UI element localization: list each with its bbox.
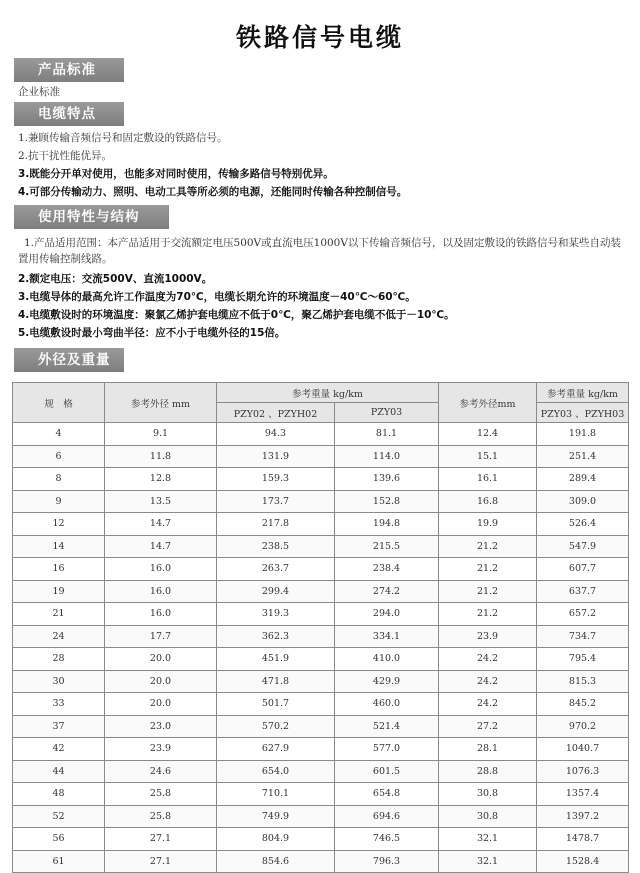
cell-spec: 8	[13, 468, 105, 491]
cell-spec: 33	[13, 693, 105, 716]
cell-weight-pzy03: 294.0	[335, 603, 439, 626]
cell-outer-diameter-2: 32.1	[439, 850, 537, 873]
cell-weight-pzy03: 429.9	[335, 670, 439, 693]
cell-outer-diameter: 27.1	[105, 850, 217, 873]
cell-outer-diameter: 20.0	[105, 648, 217, 671]
cell-spec: 14	[13, 535, 105, 558]
cell-spec: 48	[13, 783, 105, 806]
cell-weight-pzy03-pzyh03: 191.8	[537, 423, 629, 446]
cell-weight-pzy03: 114.0	[335, 445, 439, 468]
cell-weight-pzy02: 749.9	[217, 805, 335, 828]
table-row	[13, 603, 629, 626]
feature-item-1: 1.兼顾传输音频信号和固定敷设的铁路信号。	[18, 132, 228, 144]
feature-item-2: 2.抗干扰性能优异。	[18, 150, 113, 162]
cell-weight-pzy03: 577.0	[335, 738, 439, 761]
header-weight: 参考重量 kg/km	[217, 383, 439, 403]
cell-weight-pzy02: 627.9	[217, 738, 335, 761]
header-weight-2: 参考重量 kg/km	[537, 383, 629, 403]
cell-spec: 56	[13, 828, 105, 851]
cell-weight-pzy03-pzyh03: 1397.2	[537, 805, 629, 828]
cell-weight-pzy03-pzyh03: 657.2	[537, 603, 629, 626]
table-row	[13, 738, 629, 761]
cell-weight-pzy03-pzyh03: 815.3	[537, 670, 629, 693]
cell-weight-pzy02: 263.7	[217, 558, 335, 581]
cell-outer-diameter-2: 21.2	[439, 603, 537, 626]
cell-outer-diameter-2: 15.1	[439, 445, 537, 468]
cell-weight-pzy03: 334.1	[335, 625, 439, 648]
cell-outer-diameter-2: 19.9	[439, 513, 537, 536]
table-row	[13, 783, 629, 806]
table-body	[13, 423, 629, 873]
cell-outer-diameter: 23.0	[105, 715, 217, 738]
cell-weight-pzy02: 451.9	[217, 648, 335, 671]
cell-weight-pzy02: 710.1	[217, 783, 335, 806]
cell-outer-diameter-2: 24.2	[439, 670, 537, 693]
cell-weight-pzy03-pzyh03: 547.9	[537, 535, 629, 558]
table-row	[13, 715, 629, 738]
cell-spec: 4	[13, 423, 105, 446]
cell-outer-diameter-2: 12.4	[439, 423, 537, 446]
cell-spec: 24	[13, 625, 105, 648]
cell-outer-diameter: 9.1	[105, 423, 217, 446]
cell-outer-diameter-2: 16.8	[439, 490, 537, 513]
cell-weight-pzy02: 94.3	[217, 423, 335, 446]
usage-item-2: 2.额定电压：交流500V、直流1000V。	[18, 273, 213, 285]
section-header-usage: 使用特性与结构	[14, 205, 169, 229]
cell-spec: 37	[13, 715, 105, 738]
cell-weight-pzy03-pzyh03: 970.2	[537, 715, 629, 738]
table-row	[13, 445, 629, 468]
table-row	[13, 828, 629, 851]
table-row	[13, 535, 629, 558]
cell-outer-diameter-2: 21.2	[439, 535, 537, 558]
cell-outer-diameter: 16.0	[105, 603, 217, 626]
cell-weight-pzy03-pzyh03: 1076.3	[537, 760, 629, 783]
usage-item-4: 4.电缆敷设时的环境温度：聚氯乙烯护套电缆应不低于0℃，聚乙烯护套电缆不低于－10℃。	[18, 309, 455, 321]
cell-weight-pzy03-pzyh03: 1040.7	[537, 738, 629, 761]
cell-outer-diameter-2: 23.9	[439, 625, 537, 648]
cell-outer-diameter: 14.7	[105, 513, 217, 536]
section-header-dimensions: 外径及重量	[14, 348, 124, 372]
cell-outer-diameter-2: 32.1	[439, 828, 537, 851]
header-spec: 规 格	[13, 383, 105, 423]
section-header-standard: 产品标准	[14, 58, 124, 82]
cell-outer-diameter: 17.7	[105, 625, 217, 648]
cell-weight-pzy03-pzyh03: 1478.7	[537, 828, 629, 851]
cell-weight-pzy03: 654.8	[335, 783, 439, 806]
cell-weight-pzy03-pzyh03: 637.7	[537, 580, 629, 603]
cell-outer-diameter: 25.8	[105, 783, 217, 806]
cell-weight-pzy02: 362.3	[217, 625, 335, 648]
cell-spec: 6	[13, 445, 105, 468]
cell-outer-diameter-2: 16.1	[439, 468, 537, 491]
cell-outer-diameter: 13.5	[105, 490, 217, 513]
cell-weight-pzy03-pzyh03: 845.2	[537, 693, 629, 716]
cell-outer-diameter: 11.8	[105, 445, 217, 468]
cell-weight-pzy03: 215.5	[335, 535, 439, 558]
cell-weight-pzy02: 501.7	[217, 693, 335, 716]
table-row	[13, 468, 629, 491]
cell-weight-pzy03: 460.0	[335, 693, 439, 716]
usage-item-5: 5.电缆敷设时最小弯曲半径：应不小于电缆外径的15倍。	[18, 327, 286, 339]
header-pzy03: PZY03	[335, 403, 439, 423]
cell-outer-diameter: 20.0	[105, 693, 217, 716]
cell-weight-pzy03-pzyh03: 526.4	[537, 513, 629, 536]
cell-weight-pzy02: 570.2	[217, 715, 335, 738]
table-row	[13, 423, 629, 446]
cell-weight-pzy03: 521.4	[335, 715, 439, 738]
cell-spec: 44	[13, 760, 105, 783]
cell-outer-diameter-2: 27.2	[439, 715, 537, 738]
feature-item-4: 4.可部分传输动力、照明、电动工具等所必须的电源，还能同时传输各种控制信号。	[18, 186, 408, 198]
usage-item-3: 3.电缆导体的最高允许工作温度为70℃，电缆长期允许的环境温度－40℃～60℃。	[18, 291, 416, 303]
cell-outer-diameter-2: 30.8	[439, 805, 537, 828]
standard-text: 企业标准	[18, 86, 60, 98]
cell-weight-pzy02: 299.4	[217, 580, 335, 603]
table-row	[13, 850, 629, 873]
cell-weight-pzy03: 152.8	[335, 490, 439, 513]
cell-weight-pzy02: 804.9	[217, 828, 335, 851]
cell-spec: 52	[13, 805, 105, 828]
cell-outer-diameter-2: 28.8	[439, 760, 537, 783]
table-row	[13, 648, 629, 671]
header-pzy03-pzyh03: PZY03 、PZYH03	[537, 403, 629, 423]
header-outer-diameter-2: 参考外径mm	[439, 383, 537, 423]
cell-weight-pzy03: 194.8	[335, 513, 439, 536]
cell-outer-diameter: 16.0	[105, 580, 217, 603]
cell-weight-pzy03-pzyh03: 1528.4	[537, 850, 629, 873]
table-row	[13, 693, 629, 716]
cell-spec: 19	[13, 580, 105, 603]
cell-weight-pzy02: 471.8	[217, 670, 335, 693]
table-row	[13, 513, 629, 536]
cell-weight-pzy02: 159.3	[217, 468, 335, 491]
cell-weight-pzy02: 854.6	[217, 850, 335, 873]
cell-weight-pzy03: 410.0	[335, 648, 439, 671]
cell-outer-diameter: 27.1	[105, 828, 217, 851]
table-row	[13, 490, 629, 513]
cell-weight-pzy03: 694.6	[335, 805, 439, 828]
cell-outer-diameter: 20.0	[105, 670, 217, 693]
cell-weight-pzy02: 217.8	[217, 513, 335, 536]
cell-weight-pzy02: 654.0	[217, 760, 335, 783]
cell-spec: 21	[13, 603, 105, 626]
cell-weight-pzy03-pzyh03: 309.0	[537, 490, 629, 513]
cell-outer-diameter-2: 21.2	[439, 558, 537, 581]
cell-spec: 30	[13, 670, 105, 693]
cell-spec: 16	[13, 558, 105, 581]
cell-weight-pzy02: 319.3	[217, 603, 335, 626]
cell-weight-pzy03: 601.5	[335, 760, 439, 783]
cell-outer-diameter: 23.9	[105, 738, 217, 761]
cell-weight-pzy03-pzyh03: 289.4	[537, 468, 629, 491]
cell-spec: 42	[13, 738, 105, 761]
cell-outer-diameter-2: 24.2	[439, 648, 537, 671]
dimensions-table	[12, 382, 629, 873]
cell-weight-pzy03-pzyh03: 607.7	[537, 558, 629, 581]
table-row	[13, 760, 629, 783]
cell-weight-pzy03: 274.2	[335, 580, 439, 603]
cell-weight-pzy03-pzyh03: 251.4	[537, 445, 629, 468]
table-row	[13, 670, 629, 693]
cell-outer-diameter: 16.0	[105, 558, 217, 581]
cell-weight-pzy03-pzyh03: 795.4	[537, 648, 629, 671]
usage-item-1: 1.产品适用范围：本产品适用于交流额定电压500V或直流电压1000V以下传输音频信号，以及固定敷设的铁路信号和某些自动装置用传输控制线路。	[18, 237, 621, 265]
page-title: 铁路信号电缆	[235, 23, 404, 52]
cell-outer-diameter: 25.8	[105, 805, 217, 828]
cell-weight-pzy03: 139.6	[335, 468, 439, 491]
cell-outer-diameter: 24.6	[105, 760, 217, 783]
cell-weight-pzy02: 238.5	[217, 535, 335, 558]
cell-spec: 12	[13, 513, 105, 536]
cell-weight-pzy03: 238.4	[335, 558, 439, 581]
cell-weight-pzy03: 746.5	[335, 828, 439, 851]
cell-weight-pzy02: 173.7	[217, 490, 335, 513]
cell-outer-diameter-2: 24.2	[439, 693, 537, 716]
table-row	[13, 558, 629, 581]
table-row	[13, 580, 629, 603]
cell-outer-diameter-2: 21.2	[439, 580, 537, 603]
cell-outer-diameter-2: 28.1	[439, 738, 537, 761]
cell-weight-pzy03: 796.3	[335, 850, 439, 873]
cell-spec: 9	[13, 490, 105, 513]
cell-weight-pzy03-pzyh03: 734.7	[537, 625, 629, 648]
cell-outer-diameter-2: 30.8	[439, 783, 537, 806]
table-row	[13, 625, 629, 648]
header-pzy02: PZY02 、PZYH02	[217, 403, 335, 423]
cell-outer-diameter: 14.7	[105, 535, 217, 558]
cell-spec: 28	[13, 648, 105, 671]
section-header-features: 电缆特点	[14, 102, 124, 126]
cell-weight-pzy03-pzyh03: 1357.4	[537, 783, 629, 806]
feature-item-3: 3.既能分开单对使用，也能多对同时使用，传输多路信号特别优异。	[18, 168, 334, 180]
cell-weight-pzy02: 131.9	[217, 445, 335, 468]
header-outer-diameter: 参考外径 mm	[105, 383, 217, 423]
cell-spec: 61	[13, 850, 105, 873]
cell-outer-diameter: 12.8	[105, 468, 217, 491]
table-row	[13, 805, 629, 828]
cell-weight-pzy03: 81.1	[335, 423, 439, 446]
